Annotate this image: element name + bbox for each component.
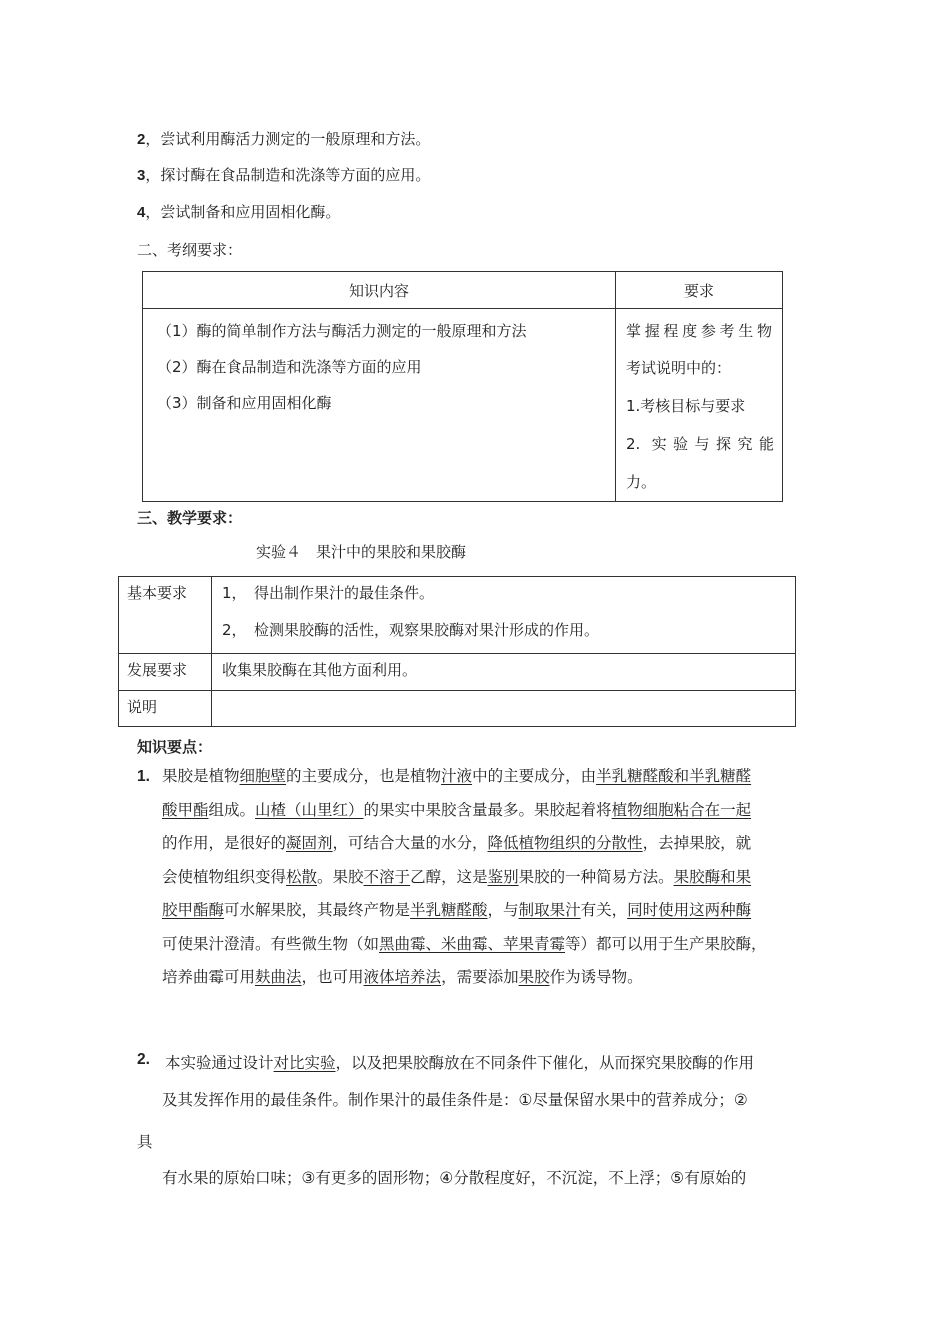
text-run: 可水解果胶，其最终产物是 [224,901,411,919]
requirement-line: 掌握程度参考生物 [626,322,774,340]
underlined-term: 半乳糖醛酸和半乳糖醛 [596,767,752,785]
exam-requirements-table [142,271,783,502]
objective-2 [137,128,430,149]
requirement-line: 1.考核目标与要求 [626,397,746,415]
point-2-number: 2. [137,1051,150,1068]
text-run: 乙醇，这是 [410,867,488,886]
section-3-heading: 三、教学要求： [137,509,243,527]
text-run: 培养曲霉可用 [162,968,256,986]
objective-4 [137,201,340,222]
underlined-term: 凝固剂 [286,834,333,852]
underlined-term: 对比实验 [273,1054,336,1072]
text-run: 果胶的一种简易方法。 [518,867,674,886]
objective-text: 尝试利用酶活力测定的一般原理和方法。 [160,130,431,148]
text-run: 可使果汁澄清。有些微生物（如 [162,934,380,953]
requirement-item: 2， 检测果胶酶的活性，观察果胶酶对果汁形成的作用。 [222,621,600,639]
teaching-requirements-table [118,576,796,727]
text-run: 。果胶 [317,867,364,886]
knowledge-heading: 知识要点： [137,738,213,756]
underlined-term: 汁液 [441,767,473,785]
content-item: （1）酶的简单制作方法与酶活力测定的一般原理和方法 [157,322,527,340]
text-run: ，以及把果胶酶放在不同条件下催化，从而探究果胶酶的作用 [335,1054,755,1072]
objective-3 [137,164,430,185]
underlined-term: 降低植物组织的分散性 [487,834,643,852]
underlined-term: 胶甲酯酶 [162,901,225,919]
experiment-title: 实验４ 果汁中的果胶和果胶酶 [256,543,467,561]
paragraph-line [162,961,822,995]
content-item: （2）酶在食品制造和洗涤等方面的应用 [157,358,422,376]
text-run: 有关， [580,901,628,919]
table-header-content: 知识内容 [143,272,616,309]
row-content-notes [212,691,796,727]
text-run: ，与 [487,901,519,919]
text-run: 组成。 [208,800,256,819]
row-content-basic [212,577,796,654]
row-content-development: 收集果胶酶在其他方面利用。 [212,654,796,691]
knowledge-content-cell [143,309,616,502]
text-run: 果胶是植物 [162,767,240,785]
underlined-term: 同时使用这两种酶 [627,901,752,919]
point-1-number: 1. [137,768,150,785]
point-2-line-3: 具 [137,1133,153,1151]
underlined-term: 细胞壁 [239,767,287,785]
text-run: ，可结合大量的水分， [332,834,488,852]
text-run: 中的主要成分，由 [472,767,597,785]
underlined-term: 液体培养法 [363,968,442,986]
underlined-term: 果胶 [518,968,550,986]
paragraph-line [162,861,822,895]
requirement-line: 考试说明中的： [626,359,732,377]
objective-number: 3 [137,167,146,184]
paragraph-line [162,894,822,928]
row-label-notes: 说明 [119,691,212,727]
objective-text: 探讨酶在食品制造和洗涤等方面的应用。 [160,166,431,184]
text-run: 等）都可以用于生产果胶酶， [565,934,767,953]
point-2-line-1 [165,1051,754,1073]
knowledge-point-1 [162,760,822,995]
section-2-heading: 二、考纲要求： [137,241,243,259]
row-label-basic: 基本要求 [119,577,212,654]
point-2-line-4: 有水果的原始口味；③有更多的固形物；④分散程度好，不沉淀，不上浮；⑤有原始的 [162,1169,747,1187]
underlined-term: 制取果汁 [518,901,581,919]
text-run: ，需要添加 [441,968,519,986]
underlined-term: 麸曲法 [255,968,302,986]
text-run: 的作用，是很好的 [162,834,287,852]
underlined-term: 不溶于 [363,867,411,886]
paragraph-line [162,794,822,828]
text-run: 作为诱导物。 [549,968,643,986]
text-run: 的主要成分，也是植物 [286,767,442,785]
point-2-line-2: 及其发挥作用的最佳条件。制作果汁的最佳条件是：①尽量保留水果中的营养成分；② [162,1091,748,1109]
objective-text: 尝试制备和应用固相化酶。 [160,203,341,221]
text-run: ，也可用 [301,968,364,986]
objective-number: 2 [137,131,146,148]
underlined-term: 山楂（山里红） [255,800,364,819]
requirement-item: 1， 得出制作果汁的最佳条件。 [222,584,435,602]
objective-separator: ， [145,166,161,184]
underlined-term: 酸甲酯 [162,800,209,819]
underlined-term: 半乳糖醛酸 [410,901,488,919]
text-run: ，去掉果胶，就 [642,834,752,852]
objective-number: 4 [137,204,146,221]
objective-separator: ， [145,203,161,221]
paragraph-line [162,760,822,794]
requirement-cell [616,309,783,502]
underlined-term: 果胶酶和果 [673,867,752,886]
requirement-line: 2. 实验与探究能 [626,435,774,453]
text-run: 会使植物组织变得 [162,867,287,886]
text-run: 本实验通过设计 [165,1054,274,1072]
requirement-line: 力。 [626,473,657,491]
objective-separator: ， [145,130,161,148]
text-run: 的果实中果胶含量最多。果胶起着将 [363,800,612,819]
row-label-development: 发展要求 [119,654,212,691]
underlined-term: 植物细胞粘合在一起 [611,800,752,819]
underlined-term: 黑曲霉、米曲霉、苹果青霉 [379,934,566,953]
paragraph-line [162,827,822,861]
underlined-term: 鉴别 [487,867,519,886]
paragraph-line [162,928,822,962]
table-header-requirement: 要求 [616,272,783,309]
content-item: （3）制备和应用固相化酶 [157,394,332,412]
underlined-term: 松散 [286,867,318,886]
